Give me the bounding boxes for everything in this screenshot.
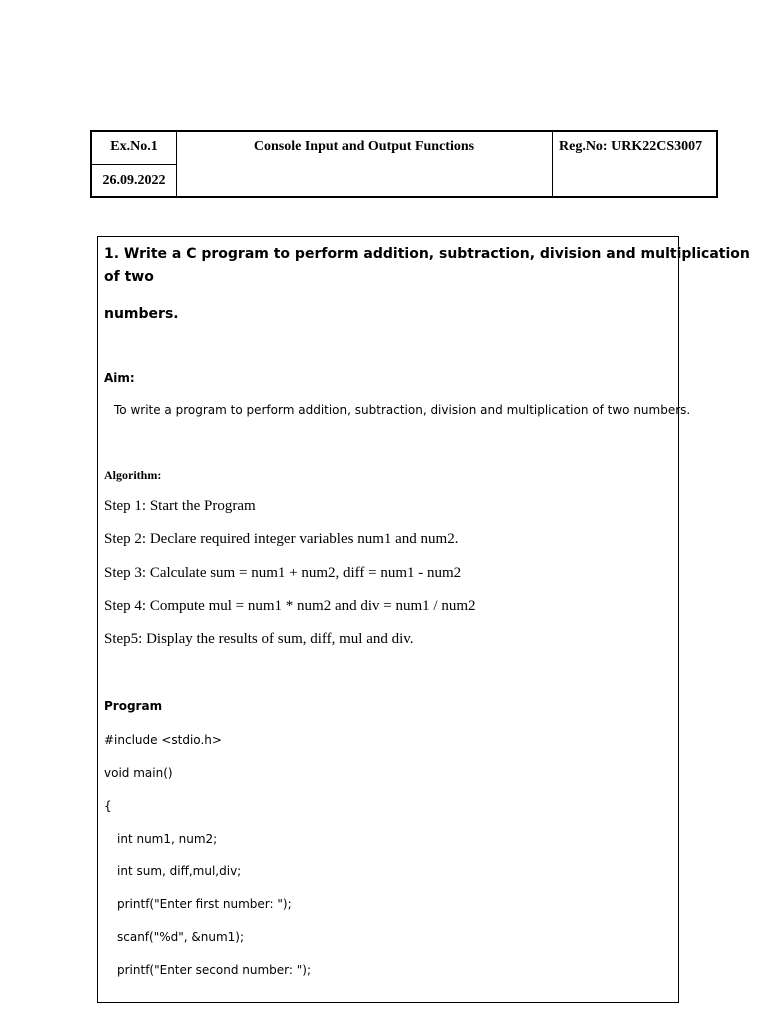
exercise-cell	[92, 132, 177, 196]
algorithm-step-5: Step5: Display the results of sum, diff, mul and div.	[104, 631, 414, 647]
aim-label: Aim:	[104, 371, 135, 385]
question-line-1: 1. Write a C program to perform addition, subtraction, division and multiplication	[104, 246, 750, 262]
question-line-3: numbers.	[104, 306, 179, 322]
algorithm-step-3: Step 3: Calculate sum = num1 + num2, diff = num1 - num2	[104, 565, 462, 581]
code-line-4: int num1, num2;	[117, 832, 218, 846]
algorithm-label: Algorithm:	[104, 468, 162, 482]
exercise-title: Console Input and Output Functions	[253, 139, 475, 154]
question-line-2: of two	[104, 269, 154, 285]
exercise-date: 26.09.2022	[102, 173, 166, 188]
code-line-5: int sum, diff,mul,div;	[117, 864, 242, 878]
aim-text: To write a program to perform addition, subtraction, division and multiplication of two numbers.	[114, 403, 691, 417]
algorithm-step-1: Step 1: Start the Program	[104, 498, 256, 514]
code-line-1: #include <stdio.h>	[104, 733, 222, 747]
content-box	[97, 236, 750, 1003]
code-line-6: printf("Enter first number: ");	[117, 897, 292, 911]
code-line-8: printf("Enter second number: ");	[117, 963, 311, 977]
code-line-3: {	[104, 799, 112, 813]
code-line-2: void main()	[104, 766, 173, 780]
exercise-number: Ex.No.1	[92, 132, 176, 165]
algorithm-step-2: Step 2: Declare required integer variables num1 and num2.	[104, 531, 459, 547]
algorithm-step-4: Step 4: Compute mul = num1 * num2 and div = num1 / num2	[104, 598, 476, 614]
code-line-7: scanf("%d", &num1);	[117, 930, 245, 944]
header-table	[90, 130, 718, 198]
program-label: Program	[104, 699, 163, 713]
registration-number: Reg.No: URK22CS3007	[552, 132, 718, 196]
